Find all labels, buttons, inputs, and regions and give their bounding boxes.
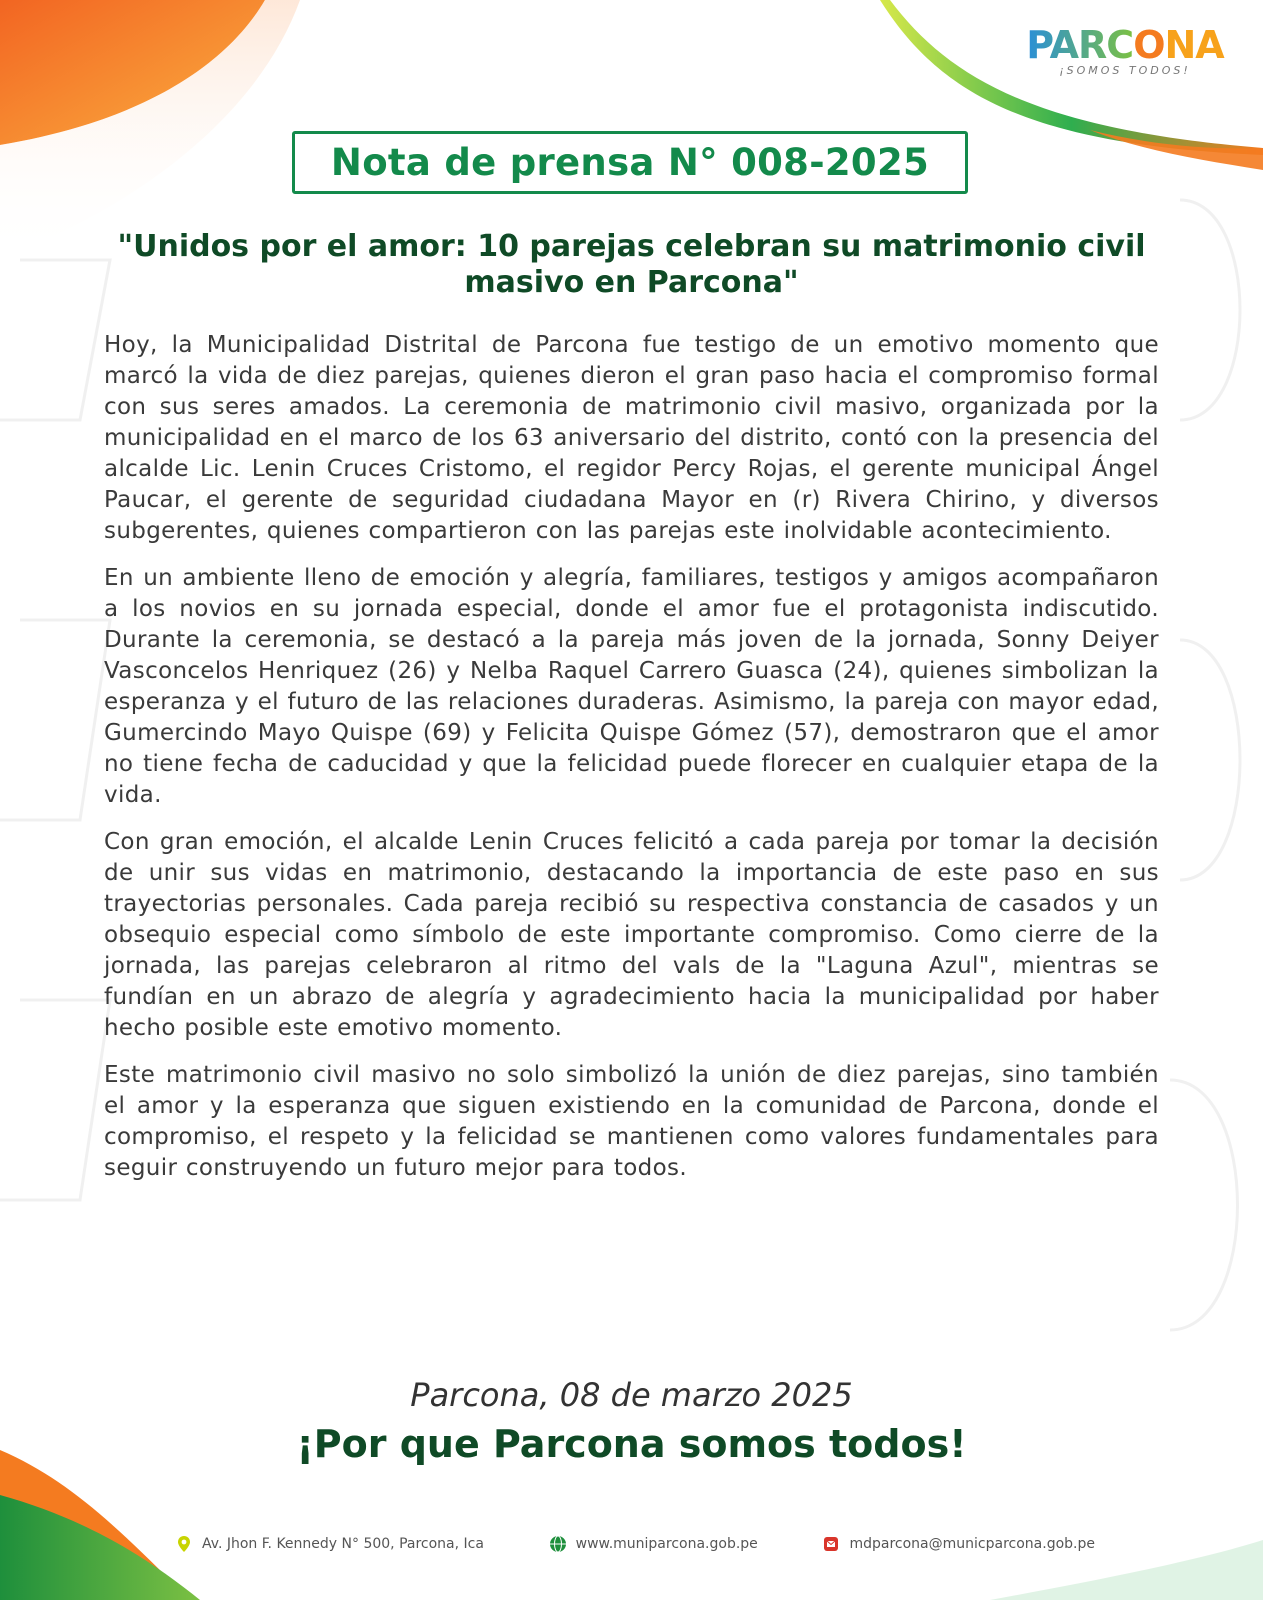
- logo-part-o: O: [1133, 23, 1165, 67]
- article-body: [104, 330, 1159, 1200]
- email-link[interactable]: mdparcona@municparcona.gob.pe: [849, 1536, 1095, 1552]
- mail-icon: [822, 1535, 840, 1553]
- parcona-logo: [1010, 22, 1240, 102]
- headline: "Unidos por el amor: 10 parejas celebran su matrimonio civil masivo en Parcona": [117, 229, 1146, 300]
- top-right-orange: [1090, 130, 1263, 170]
- footer-website[interactable]: [549, 1535, 758, 1553]
- press-note-title: Nota de prensa N° 008-2025: [330, 141, 930, 184]
- logo-wordmark: [1010, 22, 1240, 68]
- paragraph-2: En un ambiente lleno de emoción y alegría, familiares, testigos y amigos acompañaron a los novios en su jornada especial, donde el amor fue el protagonista indiscutido. Durante la ceremonia, se destacó a la pareja más joven de la jornada, Sonny Deiyer Vasconcelos Henriquez (26) y Nelba Raquel Carrero Guasca (24), quienes simbolizan la esperanza y el futuro de las relaciones duraderas. Asimismo, la pareja con mayor edad, Gumercindo Mayo Quispe (69) y Felicita Quispe Gómez (57), demostraron que el amor no tiene fecha de caducidad y que la felicidad puede florecer en cualquier etapa de la vida.: [104, 565, 1159, 808]
- globe-icon: [549, 1535, 567, 1553]
- logo-part-na: NA: [1164, 23, 1224, 67]
- press-note-title-box: [292, 131, 968, 194]
- location-pin-icon: [175, 1535, 193, 1553]
- logo-tagline: ¡SOMOS TODOS!: [1059, 64, 1191, 77]
- footer: [175, 1530, 1095, 1558]
- bottom-green-swoosh: [0, 1495, 200, 1600]
- paragraph-4: Este matrimonio civil masivo no solo simbolizó la unión de diez parejas, sino también el amor y la esperanza que siguen existiendo en la comunidad de Parcona, donde el compromiso, el respeto y la felicidad se mantienen como valores fundamentales para seguir construyendo un futuro mejor para todos.: [104, 1062, 1159, 1181]
- paragraph-3: Con gran emoción, el alcalde Lenin Cruces felicitó a cada pareja por tomar la decisión de unir sus vidas en matrimonio, destacando la importancia de este paso en sus trayectorias personales. Cada pareja recibió su respectiva constancia de casados y un obsequio especial como símbolo de este importante compromiso. Como cierre de la jornada, las parejas celebraron al ritmo del vals de la "Laguna Azul", mientras se fundían en un abrazo de alegría y agradecimiento hacia la municipalidad por haber hecho posible este emotivo momento.: [104, 829, 1159, 1041]
- dateline: Parcona, 08 de marzo 2025: [410, 1376, 853, 1414]
- slogan: ¡Por que Parcona somos todos!: [296, 1422, 967, 1466]
- footer-address: [175, 1535, 484, 1553]
- footer-email[interactable]: [822, 1535, 1095, 1553]
- website-link[interactable]: www.muniparcona.gob.pe: [575, 1536, 758, 1552]
- logo-part-parc: PARC: [1026, 23, 1134, 67]
- address-text: Av. Jhon F. Kennedy N° 500, Parcona, Ica: [202, 1536, 484, 1552]
- paragraph-1: Hoy, la Municipalidad Distrital de Parcona fue testigo de un emotivo momento que marcó la vida de diez parejas, quienes dieron el gran paso hacia el compromiso formal con sus seres amados. La ceremonia de matrimonio civil masivo, organizada por la municipalidad en el marco de los 63 aniversario del distrito, contó con la presencia del alcalde Lic. Lenin Cruces Cristomo, el regidor Percy Rojas, el gerente municipal Ángel Paucar, el gerente de seguridad ciudadana Mayor en (r) Rivera Chirino, y diversos subgerentes, quienes compartieron con las parejas este inolvidable acontecimiento.: [104, 332, 1159, 544]
